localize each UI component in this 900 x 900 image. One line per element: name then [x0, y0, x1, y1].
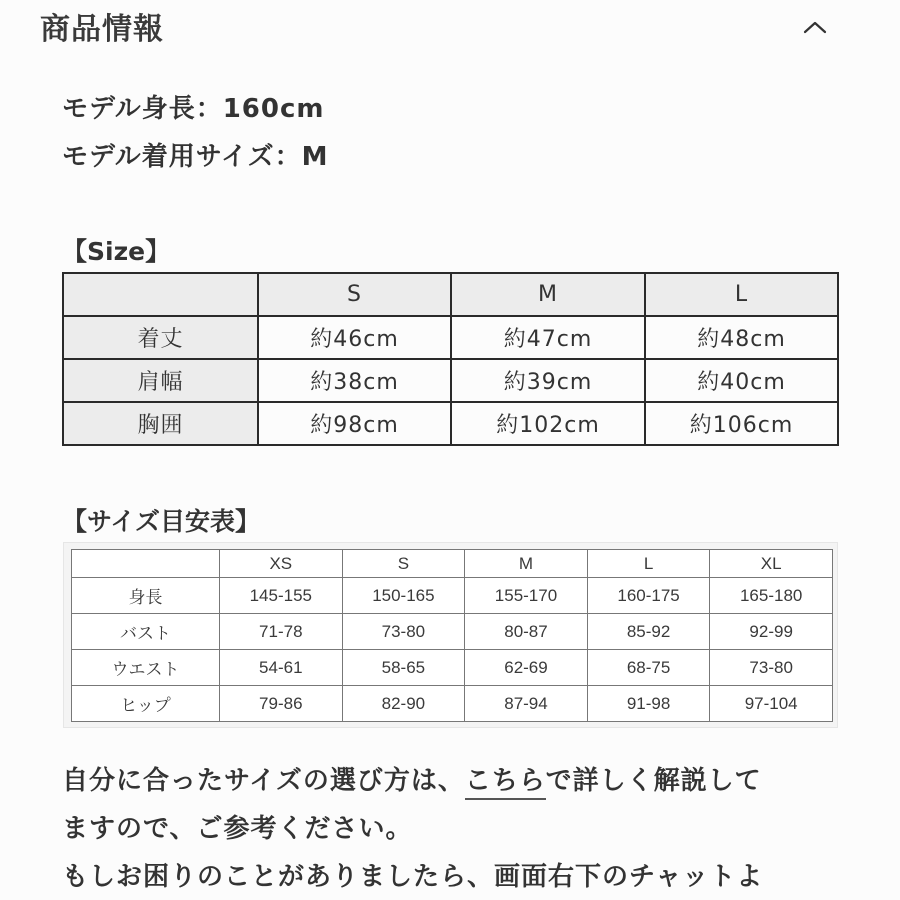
guide-cell: 87-94	[465, 686, 588, 722]
size-table-row	[63, 316, 838, 359]
guide-row	[72, 614, 833, 650]
size-table-row	[63, 402, 838, 445]
section-header-title: 商品情報	[40, 12, 164, 47]
guide-cell: 97-104	[710, 686, 833, 722]
size-cell: 約47cm	[451, 316, 645, 359]
size-table	[62, 272, 839, 446]
model-size: モデル着用サイズ：M	[62, 142, 329, 172]
size-guide-link[interactable]: こちら	[465, 766, 546, 800]
guide-row	[72, 650, 833, 686]
size-cell: 約102cm	[451, 402, 645, 445]
guide-cell: 58-65	[342, 650, 465, 686]
guide-cell: 79-86	[220, 686, 343, 722]
size-table-corner	[63, 273, 258, 316]
guide-col-header: XS	[220, 550, 343, 578]
model-height: モデル身長：160cm	[62, 94, 325, 124]
size-guide-title: 【サイズ目安表】	[62, 507, 261, 536]
size-cell: 約106cm	[645, 402, 838, 445]
size-guide-table	[71, 549, 833, 722]
info-paragraph-line: ますので、ご参考ください。	[62, 814, 413, 844]
guide-row-label: 身長	[72, 578, 220, 614]
size-row-label: 胸囲	[63, 402, 258, 445]
size-col-header: S	[258, 273, 451, 316]
info-text: 自分に合ったサイズの選び方は、	[62, 766, 465, 796]
guide-cell: 165-180	[710, 578, 833, 614]
size-cell: 約48cm	[645, 316, 838, 359]
guide-row	[72, 578, 833, 614]
size-row-label: 肩幅	[63, 359, 258, 402]
guide-cell: 160-175	[587, 578, 710, 614]
guide-col-header: L	[587, 550, 710, 578]
guide-cell: 91-98	[587, 686, 710, 722]
guide-cell: 85-92	[587, 614, 710, 650]
guide-cell: 150-165	[342, 578, 465, 614]
guide-cell: 155-170	[465, 578, 588, 614]
guide-cell: 71-78	[220, 614, 343, 650]
guide-row-label: バスト	[72, 614, 220, 650]
guide-col-header: M	[465, 550, 588, 578]
info-text: で詳しく解説して	[545, 766, 762, 796]
size-col-header: M	[451, 273, 645, 316]
size-section-title: 【Size】	[62, 237, 171, 266]
guide-cell: 92-99	[710, 614, 833, 650]
guide-cell: 73-80	[342, 614, 465, 650]
size-cell: 約46cm	[258, 316, 451, 359]
size-cell: 約39cm	[451, 359, 645, 402]
size-cell: 約98cm	[258, 402, 451, 445]
size-table-row	[63, 359, 838, 402]
info-paragraph-line	[62, 760, 762, 797]
info-paragraph-line: もしお困りのことがありましたら、画面右下のチャットよ	[62, 862, 764, 892]
chevron-up-icon	[802, 19, 828, 35]
guide-cell: 80-87	[465, 614, 588, 650]
size-col-header: L	[645, 273, 838, 316]
guide-cell: 82-90	[342, 686, 465, 722]
size-table-header-row	[63, 273, 838, 316]
guide-col-header: XL	[710, 550, 833, 578]
size-row-label: 着丈	[63, 316, 258, 359]
guide-row-label: ウエスト	[72, 650, 220, 686]
guide-cell: 68-75	[587, 650, 710, 686]
size-guide-image	[63, 542, 838, 728]
size-cell: 約40cm	[645, 359, 838, 402]
collapse-button[interactable]	[795, 10, 835, 44]
guide-cell: 62-69	[465, 650, 588, 686]
guide-row	[72, 686, 833, 722]
guide-row-label: ヒップ	[72, 686, 220, 722]
guide-cell: 145-155	[220, 578, 343, 614]
guide-corner	[72, 550, 220, 578]
guide-col-header: S	[342, 550, 465, 578]
guide-cell: 73-80	[710, 650, 833, 686]
size-cell: 約38cm	[258, 359, 451, 402]
guide-header-row	[72, 550, 833, 578]
guide-cell: 54-61	[220, 650, 343, 686]
